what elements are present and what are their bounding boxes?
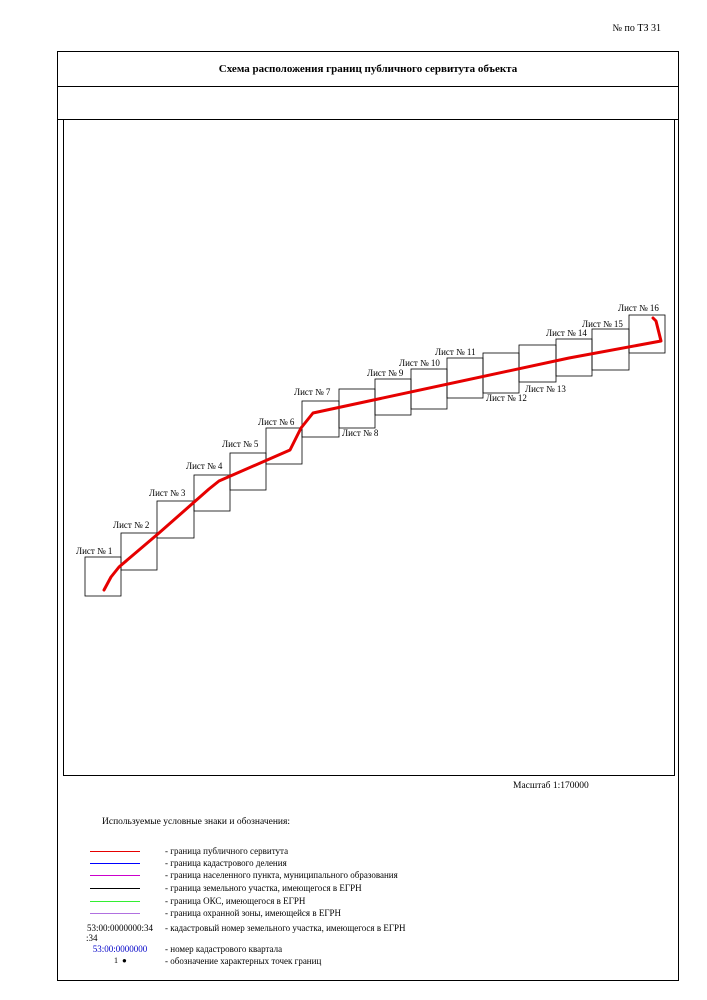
legend-row-protection-zone: [58, 908, 678, 920]
settlement-line-symbol: [90, 875, 140, 876]
cadastral-number-sample: 53:00:0000000:34 :34: [86, 923, 153, 943]
scheme-map: [64, 120, 674, 775]
sheet-label-15: Лист № 15: [582, 319, 623, 329]
map-area: [63, 119, 675, 776]
servitude-line-symbol: [90, 851, 140, 852]
legend-row-points: [58, 956, 678, 968]
legend-cadastral-division-label: - граница кадастрового деления: [165, 858, 287, 868]
sheet-label-9: Лист № 9: [367, 368, 404, 378]
scale-label: Масштаб 1:170000: [513, 781, 589, 791]
cadastral-division-line-symbol: [90, 863, 140, 864]
sheet-label-8: Лист № 8: [342, 428, 379, 438]
sheet-label-11: Лист № 11: [435, 347, 476, 357]
sheet-frame-4: [194, 475, 230, 511]
point-dot-icon: ●: [122, 956, 127, 965]
sheet-label-3: Лист № 3: [149, 488, 186, 498]
legend-protection-zone-label: - граница охранной зоны, имеющейся в ЕГРН: [165, 908, 342, 918]
page-title: Схема расположения границ публичного сервитута объекта: [58, 52, 678, 87]
blank-header-row: [58, 86, 678, 120]
legend-servitude-label: - граница публичного сервитута: [165, 846, 289, 856]
sheet-label-2: Лист № 2: [113, 520, 150, 530]
legend-settlement-label: - граница населенного пункта, муниципального образования: [165, 870, 398, 880]
sheet-label-16: Лист № 16: [618, 303, 659, 313]
legend-land-plot-label: - граница земельного участка, имеющегося в ЕГРН: [165, 883, 362, 893]
sheet-label-5: Лист № 5: [222, 439, 259, 449]
point-marker-sample: 1 ●: [114, 956, 127, 965]
document-reference: № по ТЗ 31: [612, 23, 661, 34]
sheet-label-13: Лист № 13: [525, 384, 566, 394]
legend-row-quarter: [58, 944, 678, 956]
sheet-frame: [57, 51, 679, 981]
servitude-boundary-line: [104, 318, 661, 590]
sheet-label-7: Лист № 7: [294, 387, 331, 397]
sheet-label-6: Лист № 6: [258, 417, 295, 427]
sheet-label-1: Лист № 1: [76, 546, 113, 556]
legend-cadastral-number-label: - кадастровый номер земельного участка, имеющегося в ЕГРН: [165, 923, 406, 933]
sheet-label-4: Лист № 4: [186, 461, 223, 471]
cadastral-quarter-sample: 53:00:0000000: [92, 944, 148, 954]
land-plot-line-symbol: [90, 888, 140, 889]
legend-title: Используемые условные знаки и обозначения:: [102, 817, 291, 827]
sheet-frame-5: [230, 453, 266, 490]
legend-row-oks: [58, 896, 678, 908]
legend-row-cadastral-division: [58, 858, 678, 870]
sheet-label-10: Лист № 10: [399, 358, 440, 368]
legend-row-servitude: [58, 846, 678, 858]
legend-quarter-label: - номер кадастрового квартала: [165, 944, 283, 954]
legend-points-label: - обозначение характерных точек границ: [165, 956, 322, 966]
protection-zone-line-symbol: [90, 913, 140, 914]
legend-row-settlement: [58, 870, 678, 882]
sheet-frame-8: [339, 389, 375, 428]
legend-row-land-plot: [58, 883, 678, 895]
sheet-label-12: Лист № 12: [486, 393, 527, 403]
legend-row-cadastral-number: [58, 923, 678, 945]
oks-line-symbol: [90, 901, 140, 902]
legend-oks-label: - граница ОКС, имеющегося в ЕГРН: [165, 896, 306, 906]
sheet-label-14: Лист № 14: [546, 328, 587, 338]
